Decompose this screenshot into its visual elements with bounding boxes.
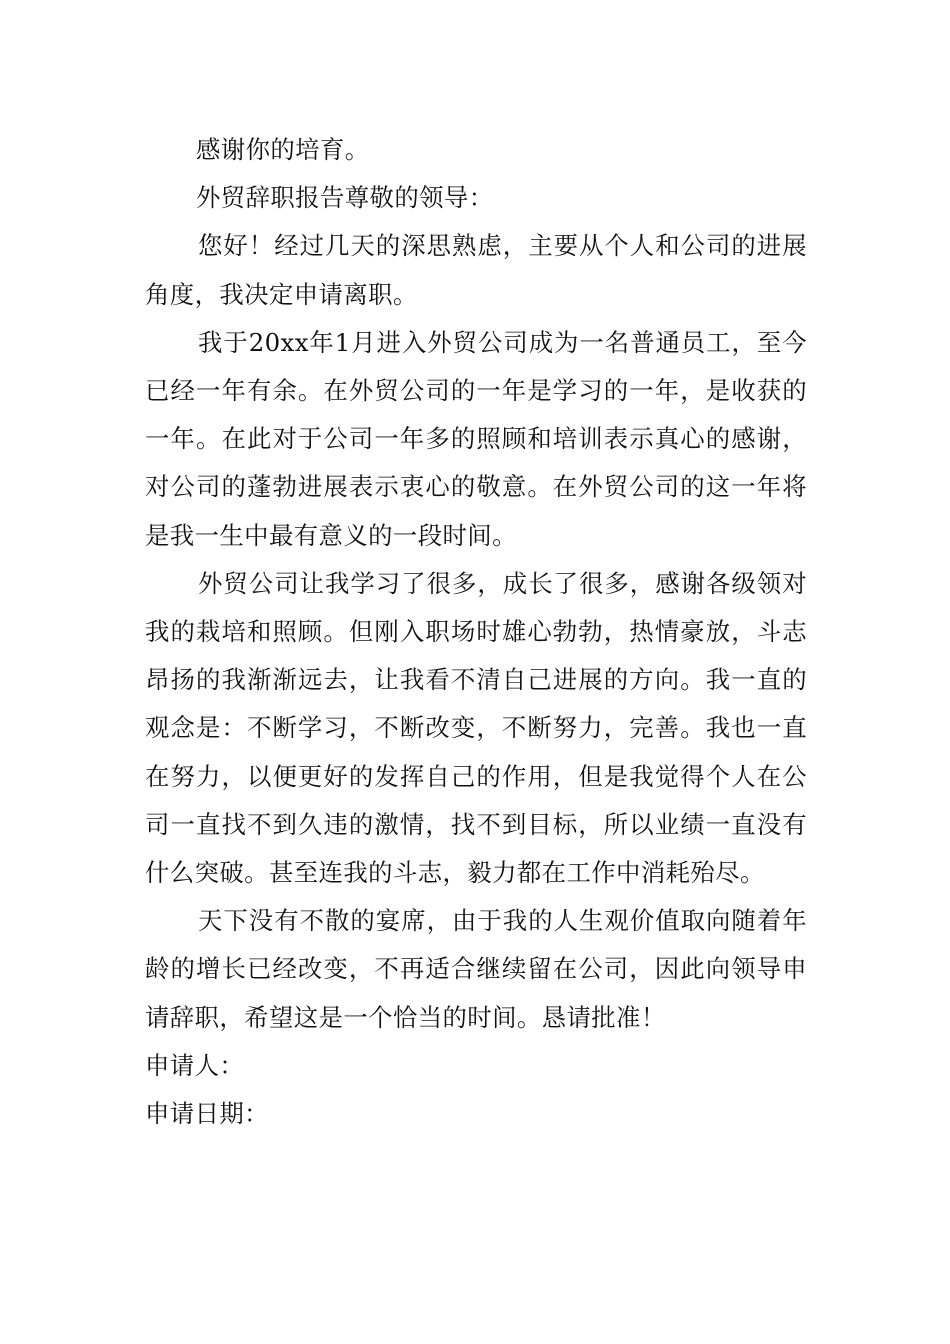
letter-title-salutation: 外贸辞职报告尊敬的领导：: [196, 183, 494, 213]
closing-thanks-paragraph: 感谢你的培育。: [196, 135, 370, 164]
resignation-request-paragraph: 天下没有不散的宴席，由于我的人生观价值取向随着年龄的增长已经改变，不再适合继续留在公司，因此向领导申请辞职，希望这是一个恰当的时间。恳请批准！: [145, 906, 807, 1032]
resignation-letter-body: [145, 126, 807, 1138]
greeting-paragraph: 您好！经过几天的深思熟虑，主要从个人和公司的进展角度，我决定申请离职。: [145, 231, 807, 309]
reflection-paragraph: 外贸公司让我学习了很多，成长了很多，感谢各级领对我的栽培和照顾。但刚入职场时雄心勃勃，热情豪放，斗志昂扬的我渐渐远去，让我看不清自己进展的方向。我一直的观念是：不断学习，不断改变，不断努力，完善。我也一直在努力，以便更好的发挥自己的作用，但是我觉得个人在公司一直找不到久违的激情，找不到目标，所以业绩一直没有什么突破。甚至连我的斗志，毅力都在工作中消耗殆尽。: [145, 568, 807, 888]
application-date-label: 申请日期：: [145, 1099, 269, 1129]
applicant-label: 申请人：: [145, 1050, 245, 1080]
employment-history-paragraph: 我于20xx年1月进入外贸公司成为一名普通员工，至今已经一年有余。在外贸公司的一年是学习的一年，是收获的一年。在此对于公司一年多的照顾和培训表示真心的感谢，对公司的蓬勃进展表示衷心的敬意。在外贸公司的这一年将是我一生中最有意义的一段时间。: [145, 327, 807, 550]
